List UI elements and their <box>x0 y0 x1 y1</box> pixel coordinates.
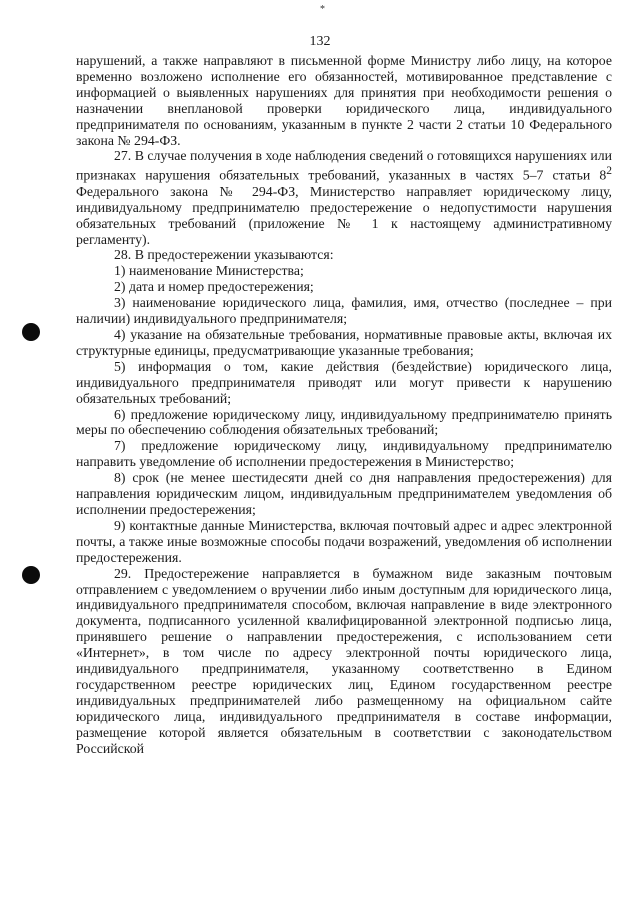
punch-hole <box>22 323 40 341</box>
paragraph-29: 29. Предостережение направляется в бумажном виде заказным почтовым отправлением с уведомлением о вручении либо иным доступным для юридического лица, индивидуального предпринимателя способом, включая направление в виде электронного документа, подписанного усиленной квалифицированной электронной подписью лица, принявшего решение о направлении предостережения, с использованием сети «Интернет», в том числе по адресу электронной почты юридического лица, индивидуального предпринимателя, указанному соответственно в Едином государственном реестре юридических лиц, Едином государственном реестре индивидуальных предпринимателей либо размещенному на официальном сайте юридического лица, индивидуального предпринимателя в составе информации, размещение которой является обязательным в соответствии с законодательством Российской <box>76 565 612 756</box>
list-item-4: 4) указание на обязательные требования, нормативные правовые акты, включая их структурные единицы, предусматривающие указанные требования; <box>76 327 612 358</box>
list-item-5: 5) информация о том, какие действия (бездействие) юридического лица, индивидуального предпринимателя приводят или могут привести к нарушению обязательных требований; <box>76 358 612 406</box>
page-number: 132 <box>309 34 331 49</box>
list-item-3: 3) наименование юридического лица, фамилия, имя, отчество (последнее – при наличии) индивидуального предпринимателя; <box>76 295 612 327</box>
list-item-6: 6) предложение юридическому лицу, индивидуальному предпринимателю принять меры по обеспечению соблюдения обязательных требований; <box>76 406 612 438</box>
paragraph-continuation: нарушений, а также направляют в письменной форме Министру либо лицу, на которое временно возложено исполнение его обязанностей, мотивированное представление с информацией о выявленных нарушениях для принятия при необходимости решения о назначении внеплановой проверки юридического лица, индивидуального предпринимателя по основаниям, указанным в пункте 2 части 2 статьи 10 Федерального закона № 294-ФЗ. <box>76 53 612 148</box>
paragraph-27-superscript: 2 <box>606 165 612 178</box>
paragraph-28: 28. В предостережении указываются: <box>114 247 334 263</box>
punch-hole <box>22 566 40 584</box>
list-item-7: 7) предложение юридическому лицу, индивидуальному предпринимателю направить уведомление об исполнении предостережения в Министерство; <box>76 438 612 470</box>
list-item-2: 2) дата и номер предостережения; <box>114 279 314 295</box>
paragraph-27-text-after: Федерального закона № 294-ФЗ, Министерство направляет юридическому лицу, индивидуальному предпринимателю предостережение о недопустимости нарушения обязательных требований (приложение № 1 к настоящему административному регламенту). <box>76 183 612 247</box>
list-item-8: 8) срок (не менее шестидесяти дней со дня направления предостережения) для направления юридическим лицом, индивидуальным предпринимателем уведомления об исполнении предостережения; <box>76 470 612 517</box>
list-item-9: 9) контактные данные Министерства, включая почтовый адрес и адрес электронной почты, а также иные возможные способы подачи возражений, уведомления об исполнении предостережения. <box>76 517 612 565</box>
paragraph-27-text-before: 27. В случае получения в ходе наблюдения сведений о готовящихся нарушениях или признаках нарушения обязательных требований, указанных в частях 5–7 статьи 8 <box>76 148 612 183</box>
scan-mark: * <box>320 4 325 15</box>
list-item-1: 1) наименование Министерства; <box>114 263 304 279</box>
paragraph-27 <box>76 148 612 247</box>
document-body <box>76 53 612 756</box>
